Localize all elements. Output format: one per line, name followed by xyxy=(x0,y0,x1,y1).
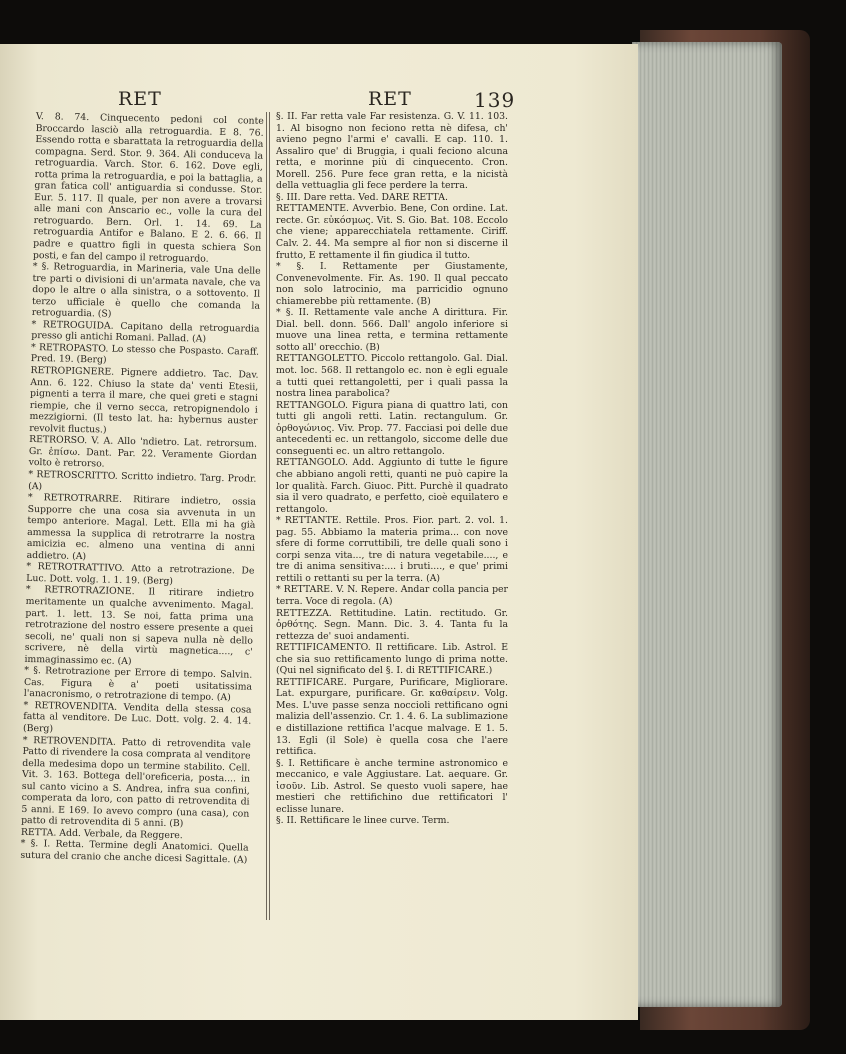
entry-paragraph: §. II. Rettificare le linee curve. Term. xyxy=(276,815,450,827)
entry-paragraph: * RETROSCRITTO. Scritto indietro. Targ. Prodr. (A) xyxy=(28,468,257,492)
entry-paragraph: * §. I. Retta. Termine degli Anatomici. Quella sutura del cranio che anche dicesi Sagittale. (A) xyxy=(20,838,249,866)
column-divider xyxy=(266,112,267,920)
entry-paragraph: * §. II. Rettamente vale anche A dirittura. Fir. Dial. bell. donn. 566. Dall' angolo inferiore si muove una linea retta, e termina rettamente sotto all' orecchio. (B) xyxy=(276,307,508,353)
entry-paragraph: RETRORSO. V. A. Allo 'ndietro. Lat. retrorsum. Gr. ἐπίσω. Dant. Par. 22. Veramente Giordan volto è retrorso. xyxy=(28,434,258,470)
header-left-word: RET xyxy=(118,88,162,110)
entry-paragraph: * RETROGUIDA. Capitano della retroguardia presso gli antichi Romani. Pallad. (A) xyxy=(31,318,260,345)
header-right-word: RET xyxy=(368,88,412,110)
entry-paragraph: * §. Retroguardia, in Marineria, vale Una delle tre parti o divisioni di un'armata navale, che va dopo le altre o alla sinistra, o a sottovento. Il terzo ufficiale è quello che comanda la retroguardia. (S) xyxy=(31,261,261,320)
entry-paragraph: §. I. Rettificare è anche termine astronomico e meccanico, e vale Aggiustare. Lat. aequare. Gr. ἰσοῦν. Lib. Astrol. Se questo vuoli sapere, hae mestieri che rettifichino due rettificatori l' eclisse lunare. xyxy=(276,757,508,815)
entry-paragraph: * RETROVENDITA. Patto di retrovendita vale Patto di rivendere la cosa comprata al venditore della medesima dopo un termine stabilito. Cell. Vit. 3. 163. Bottega dell'oreficeria, posta.... in sul canto vicino a S. Andrea, infra sua confini, comperata da loro, con patto di retrovendita di 5 anni. E 169. Io avevo compro (una casa), con patto di retrovendita di 5 anni. (B) xyxy=(21,734,251,830)
entry-paragraph: * RETROPASTO. Lo stesso che Pospasto. Caraff. Pred. 19. (Berg) xyxy=(30,341,260,367)
page-edges xyxy=(632,42,782,1007)
entry-paragraph: * §. Retrotrazione per Errore di tempo. Salvin. Cas. Figura è a' poeti usitatissima l'anacronismo, o retrotrazione di tempo. (A) xyxy=(23,665,253,704)
entry-paragraph: * RETROTRATTIVO. Atto a retrotrazione. De Luc. Dott. volg. 1. 1. 19. (Berg) xyxy=(26,561,255,587)
entry-paragraph: RETROPIGNERE. Pignere addietro. Tac. Dav. Ann. 6. 122. Chiuso la state da' venti Etesii, pignenti a terra il mare, che quei greti e stagni riempie, che il verno secca, retropignendolo i mezzigiorni. (Il testo lat. ha: hybernus auster revolvit fluctus.) xyxy=(29,364,259,436)
entry-paragraph: §. III. Dare retta. Ved. DARE RETTA. xyxy=(276,191,448,203)
entry-paragraph: §. II. Far retta vale Far resistenza. G. V. 11. 103. 1. Al bisogno non feciono retta nè difesa, ch' avieno pegno l'armi e' cavalli. E cap. 110. 1. Assaliro que' di Bruggia, i quali feciono alcuna retta, e morinne più di cinquecento. Cron. Morell. 256. Pure fece gran retta, e la nicistà della vettuaglia gli fece perdere la terra. xyxy=(276,111,508,192)
entry-paragraph: * RETROTRARRE. Ritirare indietro, ossia Supporre che una cosa sia avvenuta in un tempo anteriore. Magal. Lett. Ella mi ha già ammessa la supplica di retrotrarre la nostra amicizia ec. almeno una ventina di anni addietro. (A) xyxy=(26,491,256,562)
column-divider-inner xyxy=(269,112,270,920)
left-column xyxy=(20,111,264,866)
page-number: 139 xyxy=(474,88,516,112)
entry-paragraph: * RETROTRAZIONE. Il ritirare indietro meritamente un qualche avvenimento. Magal. part. 1. lett. 13. Se noi, fatta prima una retrotrazione del nostro essere presente a quei secoli, ne' quali non si sapeva nulla nè dello scrivere, nè della virtù magnetica...., c' immaginassimo ec. (A) xyxy=(24,584,255,667)
entry-paragraph: V. 8. 74. Cinquecento pedoni col conte Broccardo lasciò alla retroguardia. E 8. 76. Essendo rotta e sbarattata la retroguardia della compagna. Serd. Stor. 9. 364. Ali conduceva la retroguardia. Varch. Stor. 6. 162. Dove egli, rotta prima la retroguardia, e poi la battaglia, a gran fatica coll' antiguardia si condusse. Stor. Eur. 5. 117. Il quale, per non avere a trovarsi alle mani con Anscario ec., volle la cura del retroguardo. Bern. Orl. 1. 14. 69. La retroguardia Antifor e Balano. E 2. 6. 66. Il padre e quattro figli in questa schiera Son posti, e fan del campo il retroguardo. xyxy=(32,111,264,265)
entry-paragraph: RETTA. Add. Verbale, da Reggere. xyxy=(20,826,183,842)
entry-paragraph: * §. I. Rettamente per Giustamente, Convenevolmente. Fir. As. 190. Il qual peccato non solo latrocinio, ma parricidio ognuno chiamerebbe più rettamente. (B) xyxy=(276,261,508,307)
entry-paragraph: RETTANGOLO. Add. Aggiunto di tutte le figure che abbiano angoli retti, quanti ne può capire la lor qualità. Farch. Giuoc. Pitt. Purchè il quadrato sia il vero quadrato, e perfetto, cioè equilatero e rettangolo. xyxy=(276,457,508,515)
entry-paragraph: * RETTARE. V. N. Repere. Andar colla pancia per terra. Voce di regola. (A) xyxy=(276,584,508,607)
entry-paragraph: RETTIFICAMENTO. Il rettificare. Lib. Astrol. E che sia suo rettificamento lungo di prima notte. (Qui nel significato del §. I. di RETTIFICARE.) xyxy=(276,642,508,677)
entry-paragraph: * RETTANTE. Rettile. Pros. Fior. part. 2. vol. 1. pag. 55. Abbiamo la materia prima... con nove sfere di forme corruttibili, tre delle quali sono i corpi senza vita..., tre di natura vegetabile...., e tre di anima sensitiva:.... i bruti...., e que' primi rettili o rettanti su per la terra. (A) xyxy=(276,515,508,584)
entry-paragraph: RETTANGOLETTO. Piccolo rettangolo. Gal. Dial. mot. loc. 568. Il rettangolo ec. non è egli eguale a tutti quei rettangoletti, per i quali passa la nostra linea parabolica? xyxy=(276,353,508,400)
right-column xyxy=(276,111,508,827)
entry-paragraph: RETTAMENTE. Avverbio. Bene, Con ordine. Lat. recte. Gr. εὐκόσμως. Vit. S. Gio. Bat. 108. Eccolo che viene; apparecchiatela rettamente. Ciriff. Calv. 2. 44. Ma sempre al fior non si discerne il frutto, E rettamente il fin giudica il tutto. xyxy=(276,203,508,261)
entry-paragraph: RETTANGOLO. Figura piana di quattro lati, con tutti gli angoli retti. Latin. rectangulum. Gr. ὀρθογώνιος. Viv. Prop. 77. Facciasi poi delle due antecedenti ec. un rettangolo, siccome delle due conseguenti ec. un altro rettangolo. xyxy=(276,399,508,457)
entry-paragraph: RETTIFICARE. Purgare, Purificare, Migliorare. Lat. expurgare, purificare. Gr. καθαίρειν. Volg. Mes. L'uve passe senza noccioli rettificano ogni malizia dell'assenzio. Cr. 1. 4. 6. La sublimazione e distillazione rettifica l'acque malvage. E 1. 5. 13. Egli (il Sole) è quella cosa che l'aere rettifica. xyxy=(276,676,508,758)
entry-paragraph: * RETROVENDITA. Vendita della stessa cosa fatta al venditore. De Luc. Dott. volg. 2. 4. 14. (Berg) xyxy=(22,699,252,735)
entry-paragraph: RETTEZZA. Rettitudine. Latin. rectitudo. Gr. ὀρθότης. Segn. Mann. Dic. 3. 4. Tanta fu la rettezza de' suoi andamenti. xyxy=(276,607,508,642)
